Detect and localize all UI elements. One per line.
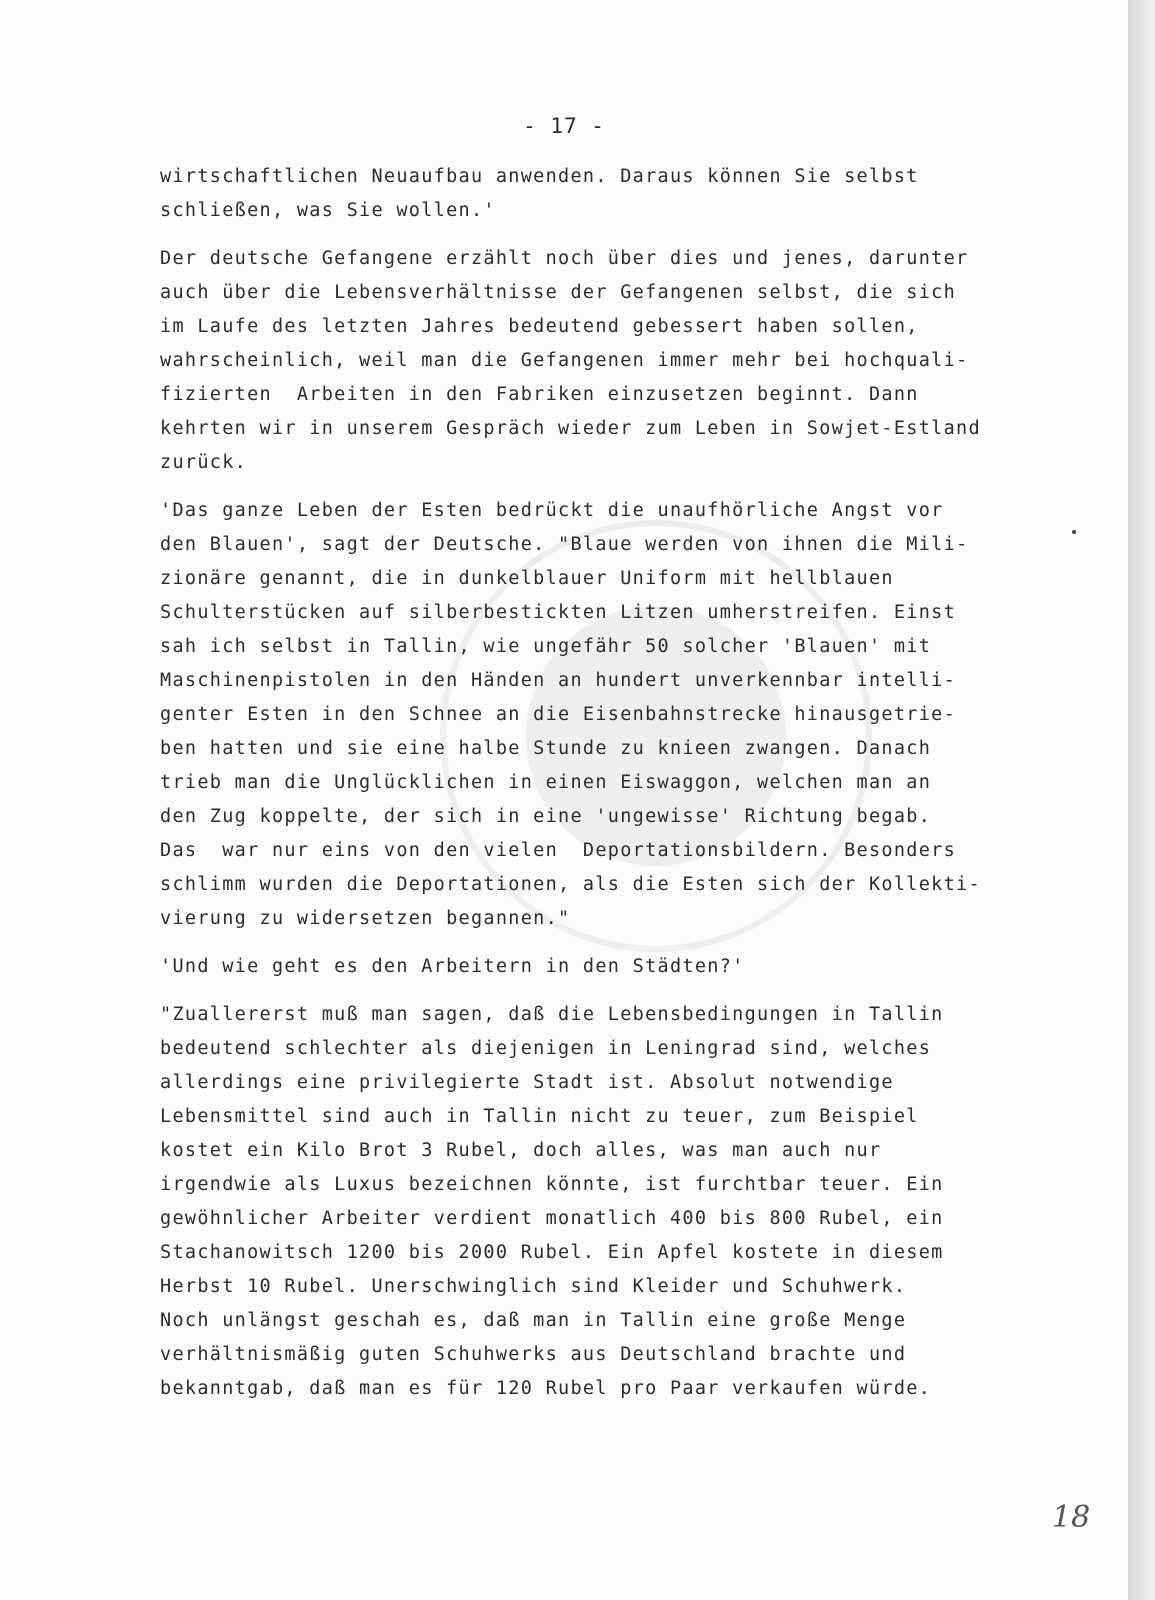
punch-mark xyxy=(1072,530,1076,534)
text-line: Das war nur eins von den vielen Deportationsbildern. Besonders xyxy=(160,840,957,861)
text-line: vierung zu widersetzen begannen." xyxy=(160,908,571,929)
text-line: sah ich selbst in Tallin, wie ungefähr 50 solcher 'Blauen' mit xyxy=(160,636,932,657)
text-line: Schulterstücken auf silberbestickten Litzen umherstreifen. Einst xyxy=(160,602,957,623)
text-line: Herbst 10 Rubel. Unerschwinglich sind Kleider und Schuhwerk. xyxy=(160,1276,907,1297)
text-line: 'Das ganze Leben der Esten bedrückt die unaufhörliche Angst vor xyxy=(160,500,944,521)
text-line: im Laufe des letzten Jahres bedeutend gebessert haben sollen, xyxy=(160,316,919,337)
text-line: irgendwie als Luxus bezeichnen könnte, ist furchtbar teuer. Ein xyxy=(160,1174,944,1195)
text-line: den Zug koppelte, der sich in eine 'ungewisse' Richtung begab. xyxy=(160,806,932,827)
page-edge-shadow xyxy=(1128,0,1155,1600)
text-line: verhältnismäßig guten Schuhwerks aus Deutschland brachte und xyxy=(160,1344,907,1365)
text-line: 'Und wie geht es den Arbeitern in den Städten?' xyxy=(160,956,745,977)
text-line: kehrten wir in unserem Gespräch wieder zum Leben in Sowjet-Estland xyxy=(160,418,981,439)
text-line: wahrscheinlich, weil man die Gefangenen immer mehr bei hochquali- xyxy=(160,350,969,371)
text-line: wirtschaftlichen Neuaufbau anwenden. Daraus können Sie selbst xyxy=(160,166,919,187)
handwritten-folio-number: 18 xyxy=(1052,1500,1091,1535)
text-line: zionäre genannt, die in dunkelblauer Uniform mit hellblauen xyxy=(160,568,894,589)
text-line: zurück. xyxy=(160,452,248,473)
text-line: "Zuallererst muß man sagen, daß die Lebensbedingungen in Tallin xyxy=(160,1004,944,1025)
paragraph xyxy=(160,998,1090,1406)
text-line: Stachanowitsch 1200 bis 2000 Rubel. Ein Apfel kostete in diesem xyxy=(160,1242,944,1263)
text-line: Maschinenpistolen in den Händen an hundert unverkennbar intelli- xyxy=(160,670,957,691)
text-line: schließen, was Sie wollen.' xyxy=(160,200,496,221)
text-line: ben hatten und sie eine halbe Stunde zu knieen zwangen. Danach xyxy=(160,738,932,759)
text-line: allerdings eine privilegierte Stadt ist. Absolut notwendige xyxy=(160,1072,894,1093)
paragraph xyxy=(160,950,1090,984)
paragraph xyxy=(160,160,1090,228)
paragraph xyxy=(160,242,1090,480)
paragraph xyxy=(160,494,1090,936)
text-line: schlimm wurden die Deportationen, als die Esten sich der Kollekti- xyxy=(160,874,981,895)
text-line: bekanntgab, daß man es für 120 Rubel pro Paar verkaufen würde. xyxy=(160,1378,932,1399)
text-line: gewöhnlicher Arbeiter verdient monatlich 400 bis 800 Rubel, ein xyxy=(160,1208,944,1229)
text-line: trieb man die Unglücklichen in einen Eiswaggon, welchen man an xyxy=(160,772,932,793)
text-line: Der deutsche Gefangene erzählt noch über dies und jenes, darunter xyxy=(160,248,969,269)
text-line: bedeutend schlechter als diejenigen in Leningrad sind, welches xyxy=(160,1038,932,1059)
text-line: genter Esten in den Schnee an die Eisenbahnstrecke hinausgetrie- xyxy=(160,704,957,725)
text-line: Lebensmittel sind auch in Tallin nicht zu teuer, zum Beispiel xyxy=(160,1106,919,1127)
text-line: kostet ein Kilo Brot 3 Rubel, doch alles, was man auch nur xyxy=(160,1140,882,1161)
page-number: - 17 - xyxy=(523,114,605,138)
text-line: Noch unlängst geschah es, daß man in Tallin eine große Menge xyxy=(160,1310,907,1331)
text-line: den Blauen', sagt der Deutsche. "Blaue werden von ihnen die Mili- xyxy=(160,534,969,555)
typewritten-body xyxy=(160,160,1090,1420)
text-line: auch über die Lebensverhältnisse der Gefangenen selbst, die sich xyxy=(160,282,957,303)
text-line: fizierten Arbeiten in den Fabriken einzusetzen beginnt. Dann xyxy=(160,384,919,405)
